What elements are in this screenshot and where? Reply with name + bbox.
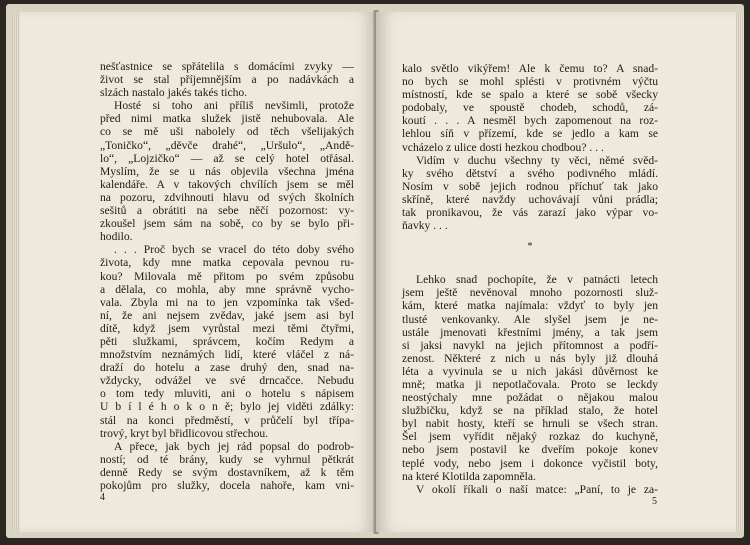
text-line: denně Redy se svým dostavníkem, až k těm — [100, 465, 354, 479]
text-line: kou? Milovala mě přitom po svém způsobu — [100, 269, 354, 283]
text-line: neostýchaly mne požádat o nějakou malou — [402, 391, 658, 405]
text-line: léta a vyvinula se u nich jakási důvěrnost ke — [402, 364, 658, 378]
text-line: kalendáře. A v takových chvílích jsem se měl — [100, 177, 354, 191]
text-line: lo“, „Lojzičko“ — až se celý hotel otřásal. — [100, 151, 354, 165]
text-line: před nimi matka služek jistě nehubovala. Ale — [100, 112, 354, 126]
text-line: Šel jsem vyřídit nějaký rozkaz do kuchyně, — [402, 430, 658, 444]
right-page — [376, 12, 736, 532]
text-line: slzách nastalo jakés takés ticho. — [100, 86, 248, 100]
text-line: dítě, když jsem vyrůstal mezi těmi čtyřmi, — [100, 321, 354, 335]
text-line: Myslím, že se u nás objevila všechna jména — [100, 164, 354, 178]
text-line: na pozoru, zdvihnouti hlavu od svých školních — [100, 190, 354, 204]
text-line: ky svého dětství a svého podivného mládí. — [402, 166, 658, 180]
text-line: Hosté si toho ani příliš nevšimli, protože — [114, 99, 354, 113]
text-line: Vidím v duchu všechny ty věci, němé svěd- — [416, 153, 658, 167]
text-line: místností, kde se spalo a které se sobě všecky — [402, 88, 658, 102]
text-line: teplé vody, nebo jsem i dokonce vyčistil boty, — [402, 456, 658, 470]
text-line: množstvím neznámých lidí, které vláčel z ná- — [100, 348, 354, 362]
page-number: 5 — [652, 496, 657, 507]
page-number: 4 — [100, 492, 105, 503]
text-line: na které Klotilda zapomněla. — [402, 469, 536, 483]
text-line: službičku, když se na příklad stalo, že hotel — [402, 404, 658, 418]
text-line: vala. Zbyla mi na to jen vzpomínka tak všed- — [100, 295, 354, 309]
text-line: stál na konci předměstí, v průčelí byl třípa- — [100, 413, 354, 427]
text-line: V okolí říkali o naší matce: „Paní, to je za- — [416, 482, 658, 496]
text-line: a dělala, co mohla, aby mne správně vycho- — [100, 282, 354, 296]
section-separator: * — [527, 241, 533, 253]
text-line: život se stal příjemnějším a po nadávkách a — [100, 73, 354, 87]
text-line: Lehko snad pochopíte, že v patnácti letech — [416, 273, 658, 287]
text-line: mně; matka ji nepotlačovala. Proto se leckdy — [402, 377, 658, 391]
page-edges-right — [736, 14, 744, 530]
text-line: tlusté venkovanky. Ale slyšel jsem je ne- — [402, 312, 658, 326]
text-line: zenost. Některé z nich u nás byly již dlouhá — [402, 351, 658, 365]
text-line: sešitů a obrátiti na sebe něčí pozornost: vy- — [100, 204, 354, 218]
text-line: trový, kryt byl břidlicovou střechou. — [100, 426, 269, 440]
text-line: co se mě uši nabolely od těch všelijakých — [100, 125, 354, 139]
text-line: podobaly, ve spoustě chodeb, schodů, zá- — [402, 101, 658, 115]
text-line: „Toničko“, „děvče drahé“, „Uršulo“, „Andě- — [100, 138, 354, 152]
text-line: jsem ještě nevěnoval mnoho pozornosti služ- — [402, 286, 658, 300]
text-line: vcházelo z ulice dosti hezkou chodbou? . . . — [402, 140, 604, 154]
text-line: si jaksi navykl na jejich přítomnost a podří- — [402, 338, 658, 352]
text-line: pěti služkami, správcem, kočím Redym a — [100, 334, 354, 348]
text-line: byl nabit hosty, kteří se hrnuli se všech stran. — [402, 417, 658, 431]
text-line: nešťastnice se spřátelila s domácími zvyky — — [100, 60, 354, 73]
text-line: hodilo. — [100, 230, 133, 244]
text-line: ňavky . . . — [402, 219, 448, 233]
text-line: pokojům pro služky, docela nahoře, kam vni- — [100, 479, 354, 492]
text-line: skříně, které navždy uchovávají vůni prádla; — [402, 192, 658, 206]
text-line: života, kdy mne matka cepovala pevnou ru- — [100, 256, 354, 270]
text-line: zkoušel jsem sám na sobě, co by se bylo při- — [100, 217, 354, 231]
text-line: . . . Proč bych se vracel do této doby svého — [114, 243, 354, 257]
text-line: ustále jmenovati křestními jmény, a tak jsem — [402, 325, 658, 339]
text-line: lehlou síň v přízemí, kde se jedlo a kam se — [402, 127, 658, 141]
text-line: koutí . . . A nesměl bych zapomenout na roz- — [402, 114, 658, 128]
text-line: tak pronikavou, že vás zarazí jako výpar vo- — [402, 206, 658, 220]
open-book — [6, 4, 744, 538]
left-page — [20, 12, 376, 532]
text-line: kám, které matka najímala: vždyť to byly jen — [402, 299, 658, 313]
text-line: ní, že ani nejsem zvědav, jaké jsem asi byl — [100, 308, 354, 322]
text-line: vždycky, odvážel ve své drncačce. Nebudu — [100, 374, 354, 388]
page-edges-left — [12, 14, 20, 530]
text-line: nebo jsem postavil ke dveřím pokoje konev — [402, 443, 658, 457]
text-line: Nosím v sobě jejich rodnou příchuť tak jako — [402, 179, 658, 193]
text-line: draží do hotelu a zase druhý den, snad na- — [100, 361, 354, 375]
text-line: A přece, jak bych jej rád popsal do podrob- — [114, 439, 354, 453]
text-line: no bych se mohl splésti v protivném výčtu — [402, 75, 658, 89]
left-page-text — [100, 60, 354, 492]
text-line: o tom tedy mluviti, ani o hotelu s nápisem — [100, 387, 354, 401]
text-line: ností; od té brány, kudy se vyhrnul pětkrát — [100, 452, 354, 466]
text-line: kalo světlo vikýřem! Ale k čemu to? A snad- — [402, 62, 658, 75]
text-line: U b í l é h o k o n ě; bylo jej viděti zdálky: — [100, 400, 354, 414]
right-page-text — [402, 62, 658, 496]
